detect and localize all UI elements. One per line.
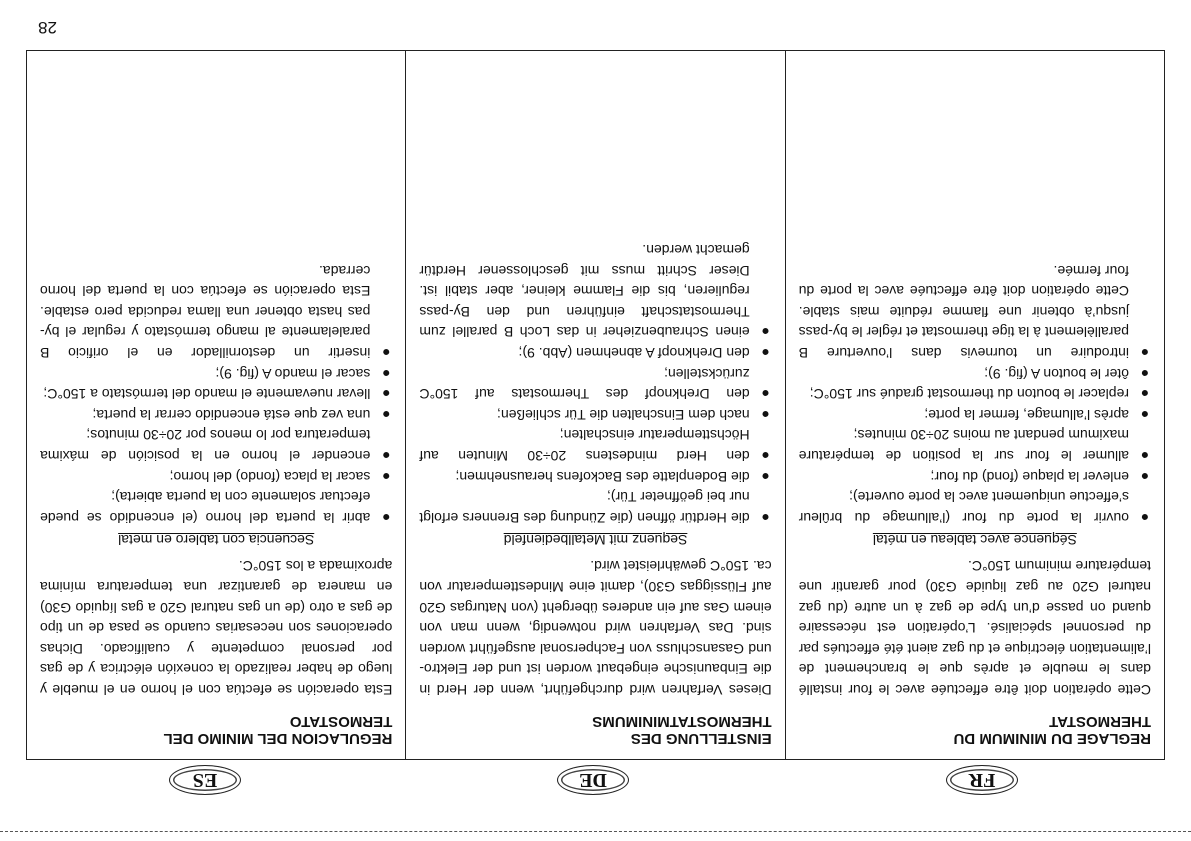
column-de <box>406 51 785 759</box>
cut-line <box>0 831 1191 832</box>
procedure-steps <box>799 260 1151 528</box>
section-heading <box>419 713 771 747</box>
procedure-steps <box>40 260 392 528</box>
procedure-step-text: einen Schraubenzieher in das Loch B parallel zum Thermostatschaft einführen und den By-pass regulieren, bis die Flamme kleiner, aber stabil ist. Dieser Schritt muss mit geschlossener Herdtür gemacht werden. <box>419 242 750 341</box>
bullet-icon: ● <box>381 448 391 465</box>
procedure-step-text: sacar el mando A (fig. 9); <box>215 365 371 382</box>
procedure-step-text: die Bodenplatte des Backofens herausnehmen; <box>455 468 750 485</box>
procedure-step-text: den Drehknopf des Thermostats auf 150°C zurückstellen; <box>419 365 750 403</box>
procedure-steps <box>419 240 771 528</box>
intro-paragraph: Cette opération doit être effectuée avec le four installé dans le meuble et après que le branchement de l’alimentation électrique et du gaz aient été effectués par du personnel spécialisé. L’opération est nécessaire quand on passe d’un type de gaz à un autre (du gaz naturel G20 au gaz liquide G30) pour garantir une température minimum 150°C. <box>798 558 1151 698</box>
procedure-step <box>419 487 771 528</box>
procedure-step-text: enlever la plaque (fond) du four; <box>930 468 1129 485</box>
procedure-step <box>799 487 1151 528</box>
section-heading-line: TERMOSTATO <box>289 713 393 730</box>
procedure-step-text: abrir la puerta del horno (el encendido se puede efectuar solamente con la puerta abierta); <box>40 489 371 526</box>
procedure-step-text: die Herdtür öffnen (die Zündung des Brenners erfolgt nur bei geöffneter Tür); <box>419 489 750 526</box>
column-es <box>27 51 406 759</box>
column-fr <box>786 51 1164 759</box>
procedure-step-text: allumer le four sur la position de température maximum pendant au moins 20÷30 minutes; <box>798 427 1129 465</box>
intro-paragraph: Esta operación se efectúa con el horno en el mueble y luego de haber realizado la conexión eléctrica y de gas por personal competente y cualificado. Dichas operaciones son necesarias cuando se pasa de un tipo de gas a otro (de un gas natural G20 a gas líquido G30) en manera de garantizar una temperatura mínima aproximada a los 150°C. <box>40 558 393 698</box>
bullet-icon: ● <box>761 448 770 465</box>
bullet-icon: ● <box>381 406 391 423</box>
procedure-step <box>799 466 1151 487</box>
procedure-step <box>799 425 1151 466</box>
bullet-icon: ● <box>761 386 770 403</box>
bullet-icon: ● <box>381 365 391 382</box>
procedure-subheading: Séquence avec tableau en métal <box>872 531 1077 548</box>
section-heading-line: THERMOSTAT <box>1049 713 1151 730</box>
procedure-subheading: Secuencia con tablero en metal <box>118 531 315 548</box>
bullet-icon: ● <box>1140 509 1149 526</box>
language-badge-de: DE <box>557 765 629 795</box>
procedure-step <box>419 240 771 343</box>
procedure-step-text: encender el horno en la posición de máxima temperatura por lo menos por 20÷30 minutos; <box>40 427 371 465</box>
section-heading-line: REGLAGE DU MINIMUM DU <box>953 730 1151 747</box>
procedure-step <box>419 363 771 404</box>
procedure-subheading: Sequenz mit Metallbedienfeld <box>503 531 688 548</box>
procedure-step-text: nach dem Einschalten die Tür schließen; <box>497 406 750 423</box>
procedure-step-text: una vez que está encendido cerrar la puerta; <box>92 406 371 423</box>
bullet-icon: ● <box>761 324 770 341</box>
procedure-step-text: den Drehknopf A abnehmen (Abb. 9); <box>518 345 750 362</box>
page-number: 28 <box>38 18 57 37</box>
language-badge-fr: FR <box>946 765 1018 795</box>
language-badge-es: ES <box>169 765 241 795</box>
procedure-step-text: llevar nuevamente el mando del termóstato a 150°C; <box>43 386 371 403</box>
section-heading-line: THERMOSTATMINIMUMS <box>592 713 772 730</box>
procedure-step-text: après l’allumage, fermer la porte; <box>924 406 1129 423</box>
bullet-icon: ● <box>1140 345 1149 362</box>
procedure-step-text: sacar la placa (fondo) del horno; <box>169 468 371 485</box>
bullet-icon: ● <box>1140 468 1149 485</box>
procedure-step <box>419 343 771 364</box>
section-heading <box>40 713 392 747</box>
section-heading-line: EINSTELLUNG DES <box>630 730 772 747</box>
procedure-step <box>40 384 392 405</box>
procedure-step-text: ôter le bouton A (fig. 9); <box>984 365 1129 382</box>
procedure-step <box>419 466 771 487</box>
bullet-icon: ● <box>381 509 391 526</box>
procedure-step-text: ouvrir la porte du four (l’allumage du brûleur s’effectue uniquement avec la porte ouverte); <box>798 489 1129 526</box>
bullet-icon: ● <box>761 345 770 362</box>
procedure-step <box>40 260 392 363</box>
bullet-icon: ● <box>381 386 391 403</box>
procedure-step-text: replacer le bouton du thermostat gradué sur 150°C; <box>809 386 1129 403</box>
procedure-step <box>40 404 392 425</box>
procedure-step <box>799 260 1151 363</box>
procedure-step <box>419 425 771 466</box>
bullet-icon: ● <box>381 345 391 362</box>
bullet-icon: ● <box>761 468 770 485</box>
procedure-step <box>799 384 1151 405</box>
bullet-icon: ● <box>761 406 770 423</box>
procedure-step <box>40 466 392 487</box>
section-heading-line: REGULACION DEL MINIMO DEL <box>163 730 393 747</box>
three-column-frame <box>26 50 1165 760</box>
bullet-icon: ● <box>1140 365 1149 382</box>
procedure-step-text: introduire un tournevis dans l’ouverture B parallèlement à la tige thermostat et régler le by-pass jusqu’à obtenir une flamme réduite mais stable. Cette opération doit être effectuée avec la porte du four fermée. <box>798 262 1129 362</box>
procedure-step <box>40 425 392 466</box>
procedure-step <box>419 404 771 425</box>
bullet-icon: ● <box>761 509 770 526</box>
procedure-step <box>40 487 392 528</box>
section-heading <box>799 713 1151 747</box>
procedure-step-text: insertir un destornillador en el orificio B paralelamente al mango termóstato y regular el by-pas hasta obtener una llama reducida pero estable. Esta operación se efectúa con la puerta del horno cerrada. <box>40 262 371 362</box>
procedure-step <box>799 404 1151 425</box>
bullet-icon: ● <box>1140 386 1149 403</box>
procedure-step <box>40 363 392 384</box>
bullet-icon: ● <box>1140 406 1149 423</box>
bullet-icon: ● <box>1140 448 1149 465</box>
procedure-step-text: den Herd mindestens 20÷30 Minuten auf Höchsttemperatur einschalten; <box>419 427 750 465</box>
procedure-step <box>799 363 1151 384</box>
intro-paragraph: Dieses Verfahren wird durchgeführt, wenn der Herd in die Einbaunische eingebaut worden ist und der Elektro- und Gasanschluss von Fachpersonal ausgeführt worden sind. Das Verfahren wird notwendig, wenn man von einem Gas auf ein anderes übergeht (von Naturgas G20 auf Flüssiggas G30), damit eine Mindesttemperatur von ca. 150°C gewährleistet wird. <box>419 558 772 698</box>
bullet-icon: ● <box>381 468 391 485</box>
